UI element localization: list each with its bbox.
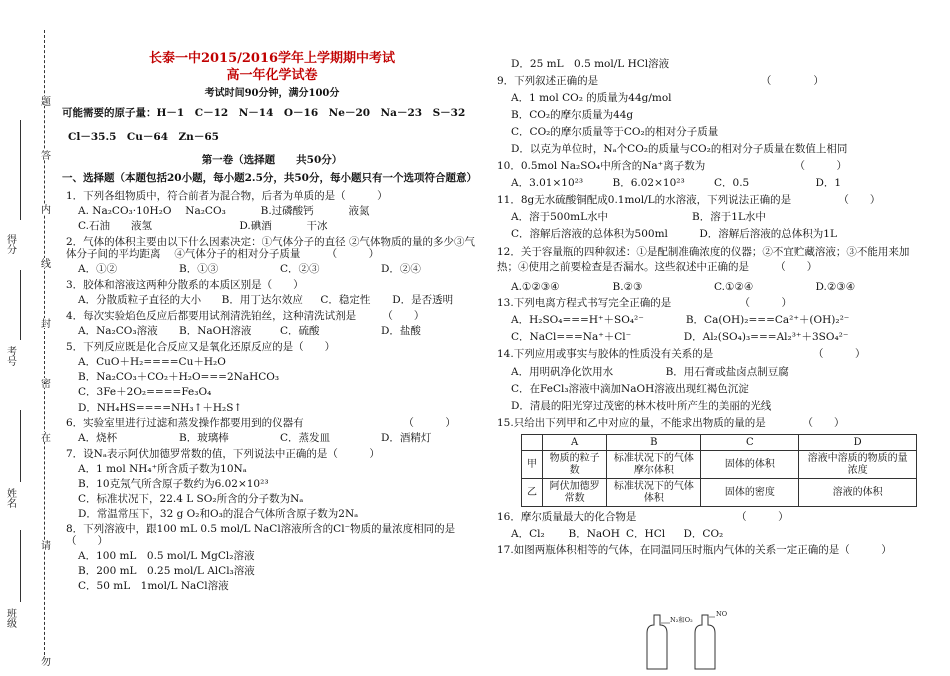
question-1: 1．下列各组物质中，符合前者为混合物，后者为单质的是（ ） (66, 189, 388, 202)
question-5-option-b: B．Na₂CO₃＋CO₂＋H₂O===2NaHCO₃ (78, 371, 280, 384)
option-b: B．①③ (179, 262, 219, 275)
option-d: D．酒精灯 (381, 431, 432, 444)
question-7-option-a: A．1 mol NH₄⁺所含质子数为10Nₐ (78, 462, 247, 475)
question-13: 13.下列电离方程式书写完全正确的是 （ ） (497, 297, 792, 310)
option-d: D．1 (815, 177, 842, 190)
seal-char-nei: 内 (38, 204, 50, 214)
question-16: 16．摩尔质量最大的化合物是 （ ） (497, 511, 789, 524)
question-7-option-b: B．10克氖气所含原子数约为6.02×10²³ (78, 477, 269, 490)
option-c: C．蒸发皿 (280, 431, 331, 444)
option-c: C．硫酸 (280, 325, 320, 338)
question-12: 12．关于容量瓶的四种叙述：①是配制准确浓度的仪器；②不宜贮藏溶液；③不能用来加热；④使用之前要检查是否漏水。这些叙述中正确的是 （ ） (497, 245, 910, 274)
seal-char-wu: 勿 (38, 656, 50, 666)
option-c: C．0.5 (714, 177, 750, 190)
option-a: A．烧杯 (78, 431, 118, 444)
option-a: A．3.01×10²³ (511, 177, 584, 190)
class-label: 班级 (4, 608, 16, 628)
question-7-option-d: D．常温常压下，32 g O₂和O₃的混合气体所含原子数为2Nₐ (78, 507, 359, 520)
option-a: A.①②③④ (511, 281, 560, 294)
exam-title: 长泰一中2015/2016学年上学期期中考试 (148, 51, 396, 66)
option-c: C．②③ (280, 262, 320, 275)
question-10: 10．0.5mol Na₂SO₄中所含的Na⁺离子数为 （ ） (497, 160, 847, 173)
table-cell: 固体的体积 (701, 451, 799, 479)
right-bottle-label: NO (716, 610, 728, 618)
question-13-options-ab: A．H₂SO₄===H⁺＋SO₄²⁻ B．Ca(OH)₂===Ca²⁺＋(OH)₂²⁻ (511, 314, 850, 327)
gas-bottles-figure (639, 603, 729, 673)
question-10-options (511, 177, 917, 189)
option-b: B．玻璃棒 (179, 431, 229, 444)
question-15-table (521, 434, 917, 508)
question-5-option-c: C．3Fe＋2O₂====Fe₃O₄ (78, 386, 212, 399)
table-header-row (522, 434, 917, 451)
part-one-heading: 第一卷（选择题 共50分） (201, 153, 343, 166)
table-cell: 溶液的体积 (799, 479, 917, 507)
option-d: D．②④ (381, 262, 421, 275)
option-c: C．稳定性 (320, 294, 371, 307)
question-1-options-cd: C.石油 液氢 D.碘酒 干冰 (78, 219, 328, 232)
question-6-options (78, 432, 482, 444)
question-2-options (78, 263, 482, 275)
question-8-option-c: C．50 mL 1mol/L NaCl溶液 (78, 580, 229, 593)
question-8-option-d: D．25 mL 0.5 mol/L HCl溶液 (511, 58, 670, 70)
option-c: C.①②④ (714, 281, 754, 294)
seal-char-ti: 题 (38, 96, 50, 106)
question-11: 11．8g无水硫酸铜配成0.1mol/L的水溶液，下列说法正确的是 （ ） (497, 193, 881, 206)
atomic-mass-line-1: 可能需要的原子量：H－1 C－12 N－14 O－16 Ne－20 Na－23 S－32 (62, 107, 466, 120)
question-9-option-c: C．CO₂的摩尔质量等于CO₂的相对分子质量 (511, 126, 719, 139)
row-label: 乙 (522, 479, 543, 507)
question-1-options-ab: A. Na₂CO₃·10H₂O Na₂CO₃ B.过磷酸钙 液氮 (78, 204, 370, 217)
question-9-option-d: D．以克为单位时，Nₐ个CO₂的质量与CO₂的相对分子质量在数值上相同 (511, 143, 848, 156)
question-8: 8．下列溶液中，跟100 mL 0.5 mol/L NaCl溶液所含的Cl⁻物质的量浓度相同的是 （ ） (66, 523, 466, 548)
seal-char-mi: 密 (38, 378, 50, 388)
question-12-options (511, 281, 917, 293)
table-cell: 溶液中溶质的物质的量浓度 (799, 451, 917, 479)
question-2: 2．气体的体积主要由以下什么因素决定：①气体分子的直径 ②气体物质的量的多少③气体分子间的平均距离 ④气体分子的相对分子质量 （ ） (66, 235, 476, 260)
seal-char-xian: 线 (38, 258, 50, 268)
exam-time: 考试时间90分钟，满分100分 (204, 87, 340, 99)
question-17: 17.如图两瓶体积相等的气体，在同温同压时瓶内气体的关系一定正确的是（ ） (497, 544, 892, 557)
question-15: 15.只给出下列甲和乙中对应的量，不能求出物质的量的是 （ ） (497, 416, 845, 429)
left-bottle-label: N₂和O₂ (670, 616, 693, 624)
seal-char-feng: 封 (38, 318, 50, 328)
name-label: 姓名 (4, 488, 16, 508)
atomic-mass-line-2: Cl－35.5 Cu－64 Zn－65 (68, 131, 219, 144)
question-6: 6．实验室里进行过滤和蒸发操作都要用到的仪器有 （ ） (66, 416, 456, 429)
question-14: 14.下列应用或事实与胶体的性质没有关系的是 （ ） (497, 348, 866, 361)
table-header-cell: A (542, 434, 606, 451)
question-9-option-b: B．CO₂的摩尔质量为44g (511, 109, 634, 122)
question-9-option-a: A．1 mol CO₂ 的质量为44g/mol (511, 92, 672, 105)
seal-char-zai: 在 (38, 432, 50, 442)
table-cell: 固体的密度 (701, 479, 799, 507)
table-cell: 标准状况下的气体体积 (607, 479, 701, 507)
exam-number-label: 考号 (4, 346, 16, 366)
option-d: D．是否透明 (392, 294, 454, 307)
option-a: A．分散质粒子直径的大小 (78, 294, 202, 307)
question-8-option-b: B．200 mL 0.25 mol/L AlCl₃溶液 (78, 565, 255, 578)
table-cell: 标准状况下的气体摩尔体积 (607, 451, 701, 479)
option-b: B．6.02×10²³ (612, 177, 685, 190)
table-header-cell: C (701, 434, 799, 451)
exam-number-field[interactable] (20, 270, 31, 340)
question-5-option-a: A．CuO＋H₂====Cu＋H₂O (78, 356, 226, 369)
seal-line (44, 30, 45, 660)
table-header-cell: D (799, 434, 917, 451)
score-field[interactable] (20, 120, 31, 220)
option-b: B.②③ (612, 281, 643, 294)
question-11-options-ab: A．溶于500mL水中 B．溶于1L水中 (511, 210, 766, 223)
option-a: A．Na₂CO₃溶液 (78, 325, 158, 338)
class-field[interactable] (20, 530, 31, 602)
question-9: 9．下列叙述正确的是 （ ） (497, 75, 824, 88)
row-label: 甲 (522, 451, 543, 479)
question-13-options-cd: C．NaCl===Na⁺＋Cl⁻ D．Al₂(SO₄)₃===Al₂³⁺＋3SO₄²⁻ (511, 331, 849, 344)
question-14-options-ab: A．用明矾净化饮用水 B．用石膏或盐卤点制豆腐 (511, 365, 789, 378)
table-row (522, 451, 917, 479)
question-5-option-d: D．NH₄HS====NH₃↑＋H₂S↑ (78, 401, 243, 414)
option-c: C．HCl (626, 528, 666, 541)
seal-char-qing: 请 (38, 540, 50, 550)
table-cell: 物质的粒子数 (542, 451, 606, 479)
score-label: 得分 (4, 234, 16, 254)
exam-subtitle: 高一年化学试卷 (226, 67, 318, 83)
question-14-option-d: D．清晨的阳光穿过茂密的林木枝叶所产生的美丽的光线 (511, 399, 772, 412)
question-3-options (78, 294, 482, 306)
option-d: D．CO₂ (683, 528, 724, 541)
seal-char-da: 答 (38, 150, 50, 160)
table-cell: 阿伏加德罗常数 (542, 479, 606, 507)
question-3: 3．胶体和溶液这两种分散系的本质区别是（ ） (66, 279, 304, 291)
question-16-options (511, 528, 741, 540)
option-b: B．NaOH (568, 528, 620, 541)
option-a: A．①② (78, 262, 118, 275)
name-field[interactable] (20, 410, 31, 482)
option-b: B．用丁达尔效应 (221, 294, 303, 307)
question-11-options-cd: C．溶解后溶液的总体积为500ml D．溶解后溶液的总体积为1L (511, 227, 837, 240)
section-one-heading: 一、选择题（本题包括20小题，每小题2.5分，共50分，每小题只有一个选项符合题意） (62, 171, 477, 184)
right-column (497, 58, 917, 624)
table-header-cell: B (607, 434, 701, 451)
question-7: 7．设Nₐ表示阿伏加德罗常数的值，下列说法中正确的是（ ） (66, 447, 380, 460)
question-5: 5．下列反应既是化合反应又是氧化还原反应的是（ ） (66, 341, 336, 354)
option-a: A．Cl₂ (511, 528, 545, 541)
option-b: B．NaOH溶液 (179, 325, 252, 338)
binding-margin (0, 0, 62, 671)
option-d: D．盐酸 (381, 325, 421, 338)
question-7-option-c: C．标准状况下，22.4 L SO₂所含的分子数为Nₐ (78, 492, 304, 505)
question-14-option-c: C．在FeCl₃溶液中滴加NaOH溶液出现红褐色沉淀 (511, 382, 749, 395)
question-4-options (78, 325, 482, 337)
left-column (62, 52, 482, 595)
question-8-option-a: A．100 mL 0.5 mol/L MgCl₂溶液 (78, 550, 255, 563)
question-4: 4．每次实验焰色反应后都要用试剂清洗铂丝，这种清洗试剂是 （ ） (66, 310, 425, 323)
option-d: D.②③④ (815, 281, 856, 294)
table-row (522, 479, 917, 507)
